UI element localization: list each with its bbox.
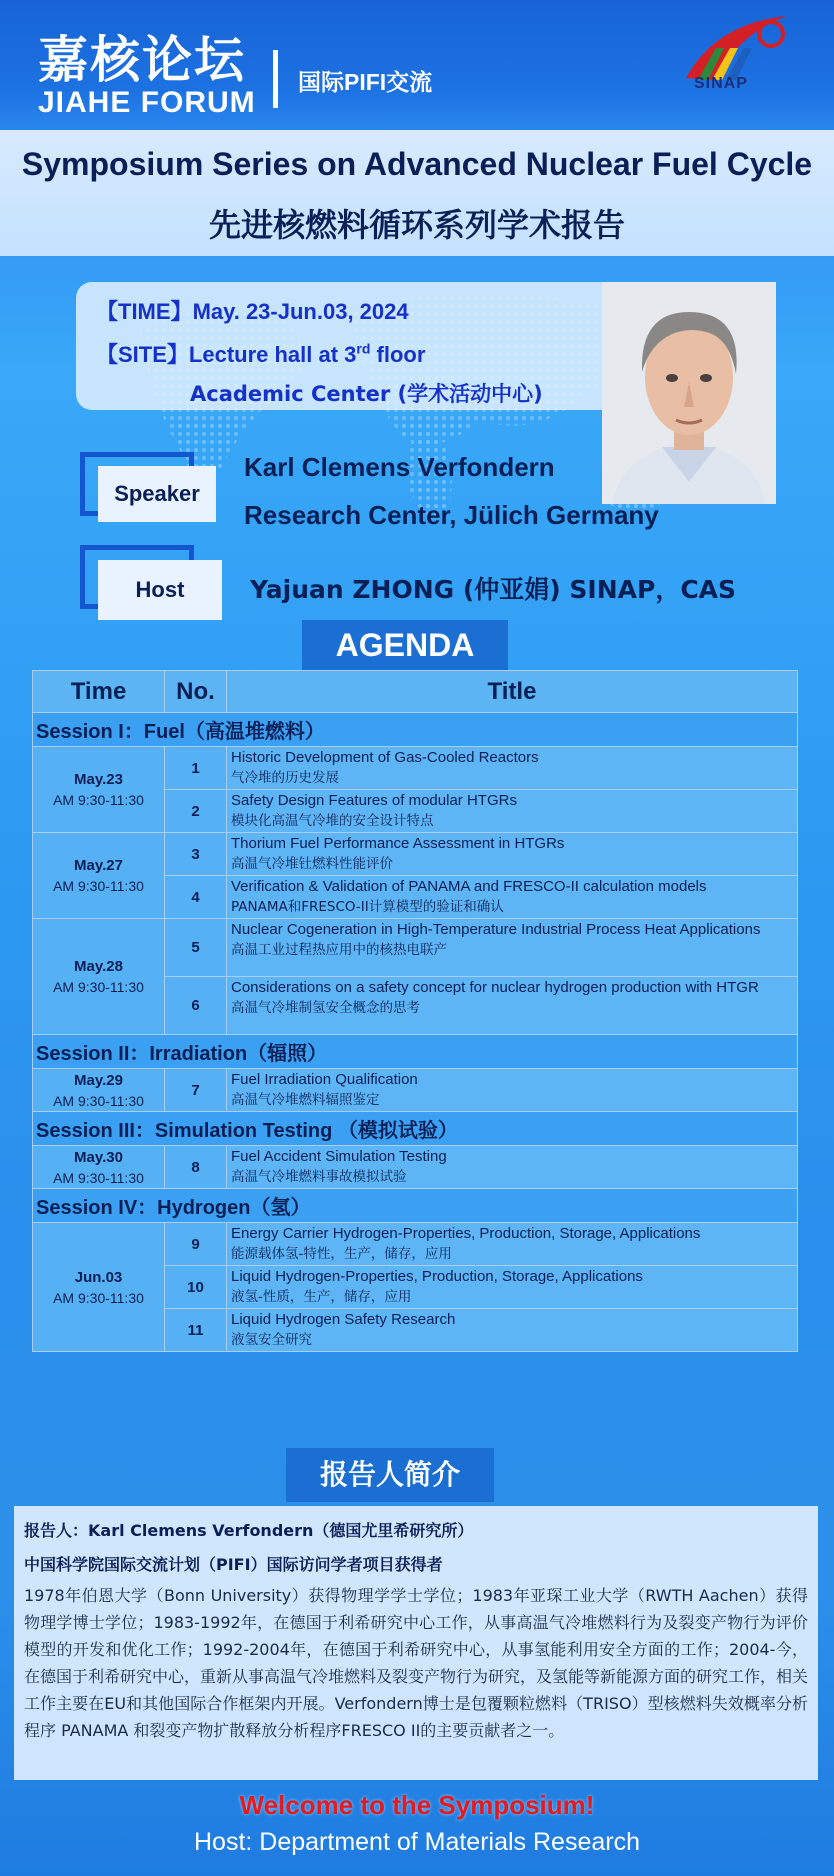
talk-time: AM 9:30-11:30	[53, 1169, 144, 1186]
bio-body: 1978年伯恩大学（Bonn University）获得物理学学士学位；1983年亚琛工业大学（RWTH Aachen）获得物理学博士学位；1983-1992年，在德国于利希研究中心工作，从事高温气冷堆燃料行为及裂变产物行为评价模型的开发和优化工作；1992-2004年，在德国于利希研究中心，从事氢能利用安全方面的工作；2004-今，在德国于利希研究中心，重新从事高温气冷堆燃料及裂变产物行为研究，及氢能等新能源方面的研究工作，相关工作主要在EU和其他国际合作框架内开展。Verfondern博士是包覆颗粒燃料（TRISO）型核燃料失效概率分析程序 PANAMA 和裂变产物扩散释放分析程序FRESCO II的主要贡献者之一。	[24, 1586, 809, 1740]
time-line	[96, 295, 409, 326]
talk-title-cn: 高温气冷堆钍燃料性能评价	[231, 856, 393, 872]
talk-title-cn: 液氢安全研究	[231, 1332, 312, 1348]
site-label: 【SITE】	[96, 342, 189, 367]
talk-title-en: Thorium Fuel Performance Assessment in HTGRs	[231, 835, 565, 852]
talk-number: 3	[165, 833, 227, 876]
talk-date: May.29	[74, 1071, 123, 1089]
site-value-sup: rd	[356, 340, 371, 357]
talk-date: May.30	[74, 1148, 123, 1166]
session-time-cell	[33, 1223, 165, 1352]
talk-title-cn: 高温气冷堆燃料事故模拟试验	[231, 1169, 407, 1185]
talk-title-cn: 高温气冷堆制氢安全概念的思考	[231, 1000, 420, 1016]
talk-time: AM 9:30-11:30	[53, 1092, 144, 1109]
title-band	[0, 130, 834, 256]
talk-date: Jun.03	[74, 1268, 123, 1286]
session-time-cell	[33, 1069, 165, 1112]
speaker-affiliation: Research Center, Jülich Germany	[244, 500, 659, 530]
session-time-cell	[33, 833, 165, 919]
header-subtitle: 国际PIFI交流	[298, 69, 433, 95]
talk-title-cell	[227, 1309, 798, 1352]
bio-box	[14, 1506, 818, 1780]
agenda-row	[33, 919, 798, 977]
time-value: May. 23-Jun.03, 2024	[192, 299, 409, 324]
talk-title-cell	[227, 919, 798, 977]
forum-logo-en: JIAHE FORUM	[38, 86, 256, 119]
speaker-name: Karl Clemens Verfondern	[244, 452, 555, 482]
sinap-logo-text: SINAP	[694, 75, 748, 92]
talk-number: 1	[165, 747, 227, 790]
session-title: Session II：Irradiation（辐照）	[33, 1035, 798, 1069]
site-value-post: floor	[370, 342, 426, 367]
talk-title-cell	[227, 1266, 798, 1309]
talk-number: 5	[165, 919, 227, 977]
talk-title-cn: 气冷堆的历史发展	[231, 770, 339, 786]
talk-title-en: Fuel Irradiation Qualification	[231, 1071, 418, 1088]
agenda-row	[33, 1223, 798, 1266]
column-header-time: Time	[33, 671, 165, 713]
session-row	[33, 1189, 798, 1223]
talk-title-cn: 模块化高温气冷堆的安全设计特点	[231, 813, 434, 829]
session-row	[33, 1112, 798, 1146]
talk-title-cell	[227, 876, 798, 919]
talk-title-cell	[227, 790, 798, 833]
speaker-portrait-icon	[602, 282, 776, 504]
session-row	[33, 1035, 798, 1069]
time-label: 【TIME】	[96, 299, 193, 324]
agenda-row	[33, 833, 798, 876]
talk-title-cn: 高温工业过程热应用中的核热电联产	[231, 942, 447, 958]
talk-title-en: Fuel Accident Simulation Testing	[231, 1148, 447, 1165]
session-time-cell	[33, 919, 165, 1035]
talk-title-en: Considerations on a safety concept for nuclear hydrogen production with HTGR	[231, 979, 759, 996]
agenda-table	[32, 670, 798, 1352]
agenda-row	[33, 1146, 798, 1189]
event-info-box	[76, 282, 616, 410]
header-divider	[273, 50, 278, 108]
title-english: Symposium Series on Advanced Nuclear Fuel Cycle	[21, 146, 813, 182]
talk-title-cn: 能源载体氢-特性，生产，储存，应用	[231, 1246, 452, 1262]
bio-pifi-line: 中国科学院国际交流计划（PIFI）国际访问学者项目获得者	[24, 1555, 443, 1574]
talk-title-cn: 液氢-性质，生产，储存，应用	[231, 1289, 412, 1305]
session-title: Session III：Simulation Testing （模拟试验）	[33, 1112, 798, 1146]
speaker-label: Speaker	[98, 466, 216, 522]
talk-number: 2	[165, 790, 227, 833]
talk-number: 6	[165, 977, 227, 1035]
agenda-row	[33, 747, 798, 790]
talk-title-cell	[227, 977, 798, 1035]
talk-title-cell	[227, 833, 798, 876]
talk-title-en: Nuclear Cogeneration in High-Temperature Industrial Process Heat Applications	[231, 921, 761, 938]
talk-title-en: Energy Carrier Hydrogen-Properties, Production, Storage, Applications	[231, 1225, 701, 1242]
column-header-no: No.	[165, 671, 227, 713]
talk-number: 9	[165, 1223, 227, 1266]
talk-number: 10	[165, 1266, 227, 1309]
session-time-cell	[33, 1146, 165, 1189]
talk-title-en: Safety Design Features of modular HTGRs	[231, 792, 517, 809]
talk-title-en: Liquid Hydrogen Safety Research	[231, 1311, 456, 1328]
talk-title-en: Historic Development of Gas-Cooled Reactors	[231, 749, 539, 766]
talk-title-en: Verification & Validation of PANAMA and FRESCO-II calculation models	[231, 878, 707, 895]
talk-title-cell	[227, 747, 798, 790]
site-line	[96, 338, 425, 369]
agenda-header-row	[33, 671, 798, 713]
title-chinese: 先进核燃料循环系列学术报告	[208, 206, 625, 244]
session-title: Session IV：Hydrogen（氢）	[33, 1189, 798, 1223]
talk-number: 7	[165, 1069, 227, 1112]
site-value: Lecture hall at 3	[188, 342, 357, 367]
forum-logo-cn: 嘉核论坛	[38, 31, 246, 89]
talk-date: May.27	[74, 857, 123, 874]
talk-title-cn: PANAMA和FRESCO-II计算模型的验证和确认	[231, 899, 504, 915]
talk-title-cell	[227, 1223, 798, 1266]
welcome-message: Welcome to the Symposium!	[239, 1790, 595, 1820]
agenda-heading: AGENDA	[302, 620, 508, 670]
talk-time: AM 9:30-11:30	[53, 979, 144, 995]
talk-title-cn: 高温气冷堆燃料辐照鉴定	[231, 1092, 380, 1108]
talk-number: 11	[165, 1309, 227, 1352]
talk-time: AM 9:30-11:30	[53, 792, 144, 808]
session-row	[33, 713, 798, 747]
talk-time: AM 9:30-11:30	[53, 1289, 144, 1306]
talk-date: May.23	[74, 771, 123, 788]
host-label: Host	[98, 560, 222, 620]
bio-heading: 报告人简介	[286, 1448, 494, 1502]
site-line-2: Academic Center (学术活动中心)	[190, 382, 543, 406]
session-title: Session I：Fuel（高温堆燃料）	[33, 713, 798, 747]
host-text: Yajuan ZHONG (仲亚娟) SINAP，CAS	[250, 575, 737, 604]
column-header-title: Title	[227, 671, 798, 713]
bio-speaker-line: 报告人：Karl Clemens Verfondern（德国尤里希研究所）	[24, 1521, 474, 1540]
header	[0, 0, 834, 130]
speaker-photo	[602, 282, 776, 504]
talk-time: AM 9:30-11:30	[53, 878, 144, 894]
talk-number: 4	[165, 876, 227, 919]
talk-title-cell	[227, 1069, 798, 1112]
session-time-cell	[33, 747, 165, 833]
talk-title-cell	[227, 1146, 798, 1189]
agenda-row	[33, 1069, 798, 1112]
talk-title-en: Liquid Hydrogen-Properties, Production, Storage, Applications	[231, 1268, 643, 1285]
talk-date: May.28	[74, 958, 123, 975]
talk-number: 8	[165, 1146, 227, 1189]
host-department: Host: Department of Materials Research	[193, 1828, 640, 1856]
